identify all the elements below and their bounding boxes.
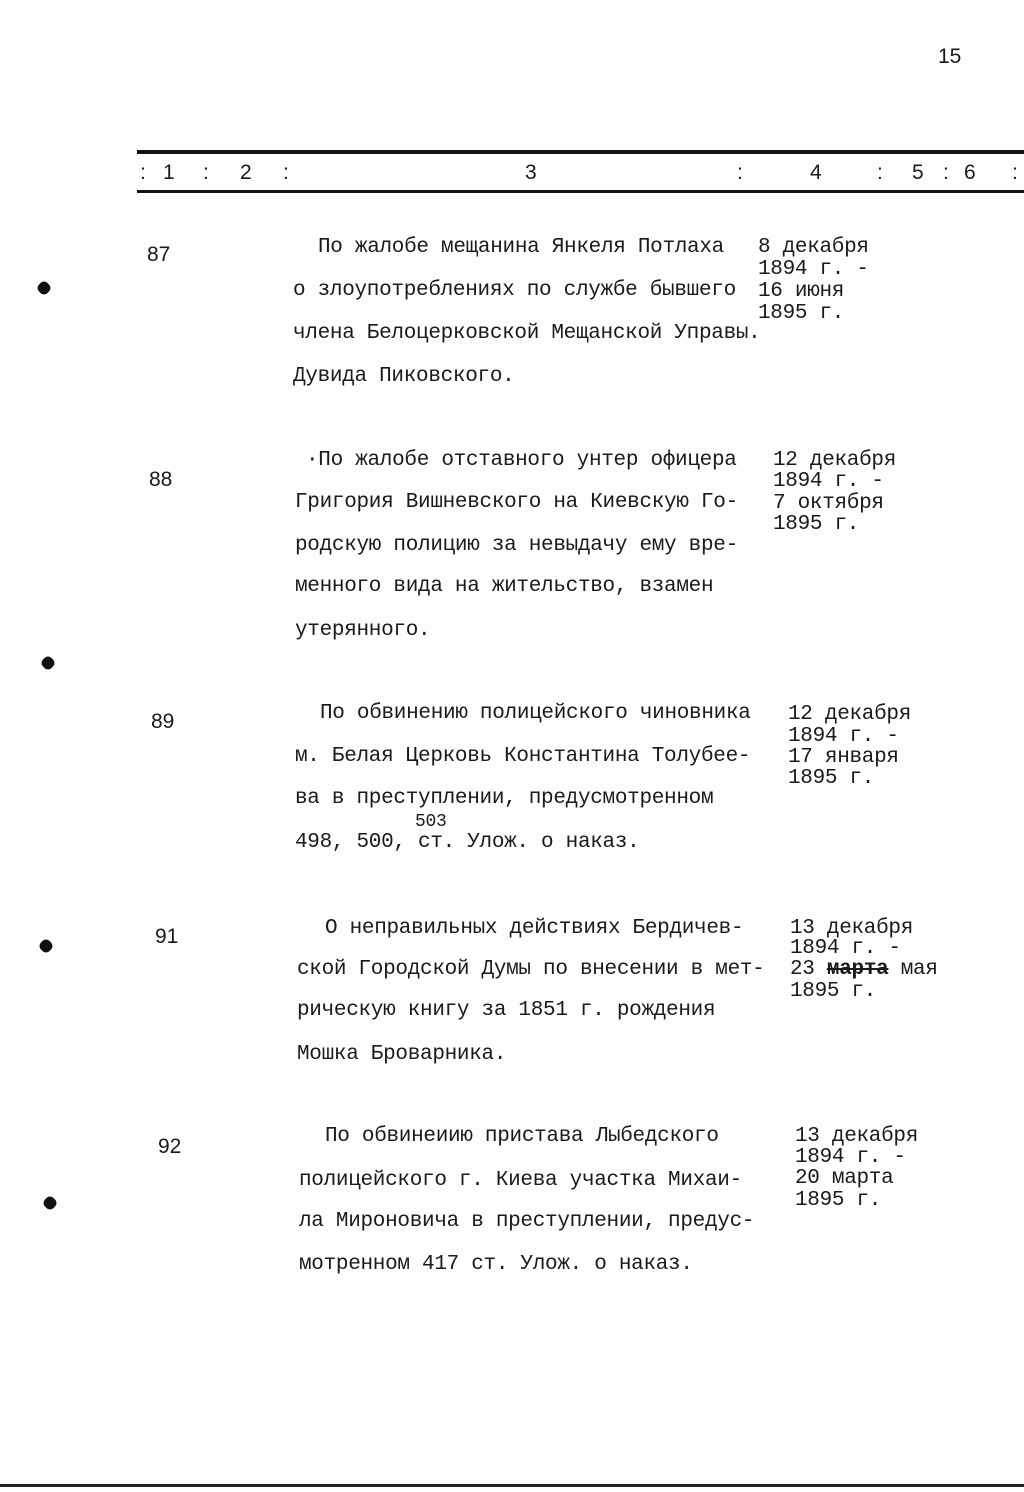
entry-number: 89: [151, 710, 175, 733]
header-top-rule: [137, 150, 1024, 154]
entry-text-line: ва в преступлении, предусмотренном: [295, 787, 714, 810]
entry-date-line: 17 января: [788, 746, 899, 769]
entry-date-line: 1894 г. -: [790, 937, 901, 960]
entry-text-line: По обвинению полицейского чиновника: [320, 702, 751, 725]
entry-number: 91: [155, 925, 179, 948]
entry-date-line: 1894 г. -: [758, 258, 869, 281]
entry-text-line: О неправильных действиях Бердичев-: [325, 917, 744, 940]
entry-text-line: м. Белая Церковь Константина Толубее-: [295, 745, 751, 768]
header-bottom-rule: [137, 190, 1024, 193]
column-separator: :: [1012, 161, 1018, 184]
column-separator: :: [737, 161, 743, 184]
entry-text-line: рическую книгу за 1851 г. рождения: [297, 999, 716, 1022]
entry-date-line: 1895 г.: [773, 513, 860, 536]
entry-text-line: ла Мироновича в преступлении, предус-: [299, 1210, 755, 1233]
entry-date-line: 16 июня: [758, 280, 845, 303]
entry-date-line: 1895 г.: [788, 767, 875, 790]
entry-text-line: Дувида Пиковского.: [293, 365, 515, 388]
entry-date-line: 13 декабря: [790, 917, 914, 940]
entry-text-line: менного вида на жительство, взамен: [295, 575, 714, 598]
entry-date-line: 1895 г.: [758, 302, 845, 325]
entry-number: 87: [147, 243, 171, 266]
entry-date-line: 7 октября: [773, 492, 884, 515]
column-3-header: 3: [525, 161, 537, 184]
struck-out-month: марта: [826, 958, 889, 981]
entry-date-line: 1894 г. -: [788, 725, 899, 748]
entry-text-line: Мошка Броварника.: [297, 1043, 507, 1066]
punch-hole-mark: [38, 938, 55, 955]
entry-text-line: члена Белоцерковской Мещанской Управы.: [293, 322, 761, 345]
entry-text-line: полицейского г. Киева участка Михаи-: [299, 1169, 742, 1192]
column-1-header: 1: [163, 161, 175, 184]
handwritten-insertion: 503: [415, 812, 447, 832]
date-day: 23: [790, 958, 815, 981]
entry-text-line: мотренном 417 ст. Улож. о наказ.: [299, 1253, 693, 1276]
entry-date-line: [790, 959, 938, 981]
entry-number: 92: [158, 1135, 182, 1158]
entry-text-line: По обвинеиию пристава Лыбедского: [325, 1125, 719, 1148]
column-separator: :: [283, 161, 289, 184]
entry-date-line: 12 декабря: [788, 703, 912, 726]
punch-hole-mark: [42, 1195, 59, 1212]
column-6-header: 6: [964, 161, 976, 184]
entry-text-line: Григория Вишневского на Киевскую Го-: [295, 491, 738, 514]
page-number: 15: [938, 45, 962, 68]
column-separator: :: [140, 161, 146, 184]
column-separator: :: [877, 161, 883, 184]
entry-text-line: По жалобе мещанина Янкеля Потлаха: [318, 236, 724, 259]
entry-text-line: 498, 500, ст. Улож. о наказ.: [295, 831, 640, 854]
punch-hole-mark: [40, 655, 57, 672]
entry-date-line: 13 декабря: [795, 1125, 919, 1148]
entry-text-line: ·По жалобе отставного унтер офицера: [306, 449, 737, 472]
entry-text-line: о злоупотреблениях по службе бывшего: [293, 279, 736, 302]
column-2-header: 2: [240, 161, 252, 184]
column-separator: :: [203, 161, 209, 184]
entry-date-line: 20 марта: [795, 1167, 894, 1190]
entry-date-line: 1894 г. -: [795, 1146, 906, 1169]
corrected-month: мая: [900, 958, 938, 981]
entry-date-line: 1894 г. -: [773, 470, 884, 493]
column-separator: :: [943, 161, 949, 184]
entry-date-line: 12 декабря: [773, 449, 897, 472]
entry-date-line: 1895 г.: [790, 980, 877, 1003]
column-4-header: 4: [810, 161, 822, 184]
punch-hole-mark: [36, 280, 53, 297]
entry-text-line: родскую полицию за невыдачу ему вре-: [295, 534, 738, 557]
entry-date-line: 1895 г.: [795, 1189, 882, 1212]
entry-text-line: утерянного.: [295, 619, 431, 642]
bottom-edge-line: [0, 1484, 1024, 1487]
entry-number: 88: [149, 468, 173, 491]
column-5-header: 5: [912, 161, 924, 184]
entry-text-line: ской Городской Думы по внесении в мет-: [297, 958, 765, 981]
entry-date-line: 8 декабря: [758, 236, 869, 259]
